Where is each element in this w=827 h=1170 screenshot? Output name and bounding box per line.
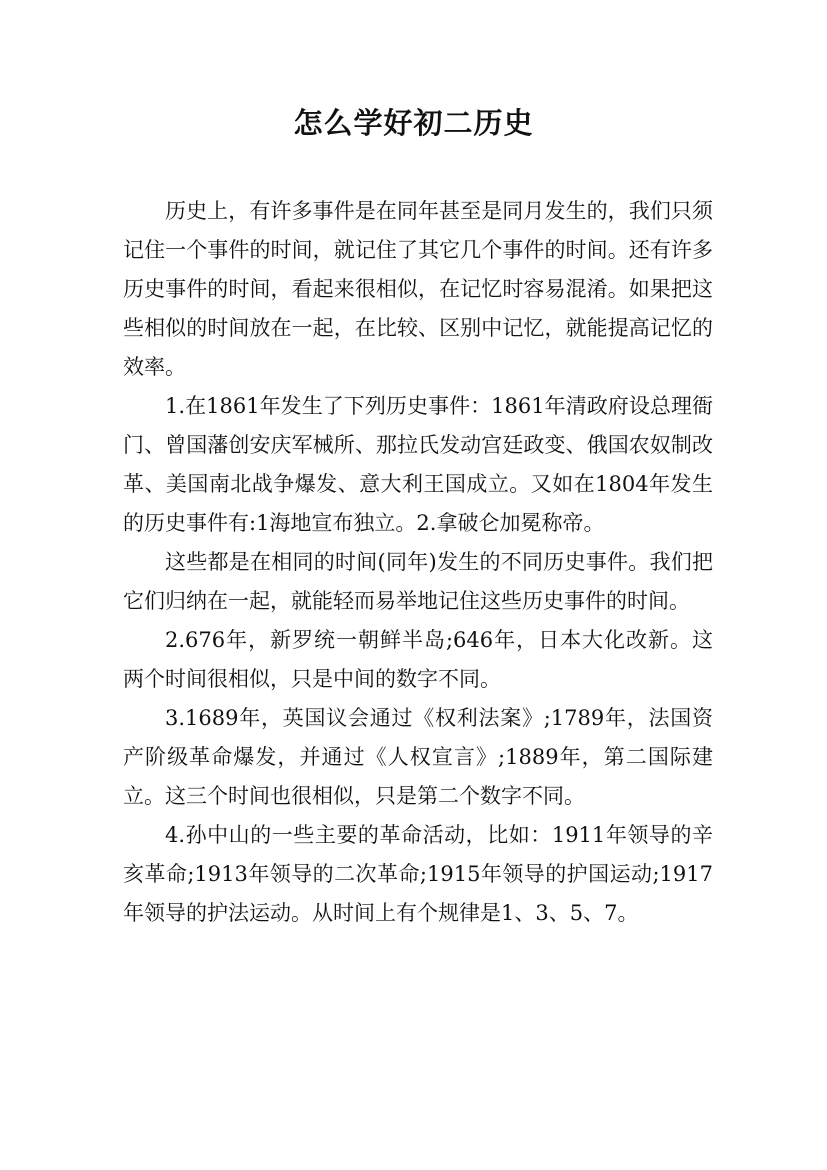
paragraph-example-1: 1.在1861年发生了下列历史事件：1861年清政府设总理衙门、曾国藩创安庆军械所、那拉氏发动宫廷政变、俄国农奴制改革、美国南北战争爆发、意大利王国成立。又如在1804年发生的历史事件有:1海地宣布独立。2.拿破仑加冕称帝。	[123, 394, 713, 535]
paragraph-example-4: 4.孙中山的一些主要的革命活动，比如：1911年领导的辛亥革命;1913年领导的二次革命;1915年领导的护国运动;1917年领导的护法运动。从时间上有个规律是1、3、5、7。	[123, 823, 713, 925]
paragraph-example-3: 3.1689年，英国议会通过《权利法案》;1789年，法国资产阶级革命爆发，并通过《人权宣言》;1889年，第二国际建立。这三个时间也很相似，只是第二个数字不同。	[123, 706, 713, 808]
paragraph-summary: 这些都是在相同的时间(同年)发生的不同历史事件。我们把它们归纳在一起，就能轻而易举地记住这些历史事件的时间。	[123, 550, 713, 613]
paragraph-example-2: 2.676年，新罗统一朝鲜半岛;646年，日本大化改新。这两个时间很相似，只是中间的数字不同。	[123, 628, 713, 691]
document-body	[123, 192, 713, 933]
document-title: 怎么学好初二历史	[293, 106, 534, 140]
paragraph-intro: 历史上，有许多事件是在同年甚至是同月发生的，我们只须记住一个事件的时间，就记住了其它几个事件的时间。还有许多历史事件的时间，看起来很相似，在记忆时容易混淆。如果把这些相似的时间放在一起，在比较、区别中记忆，就能提高记忆的效率。	[123, 199, 713, 379]
